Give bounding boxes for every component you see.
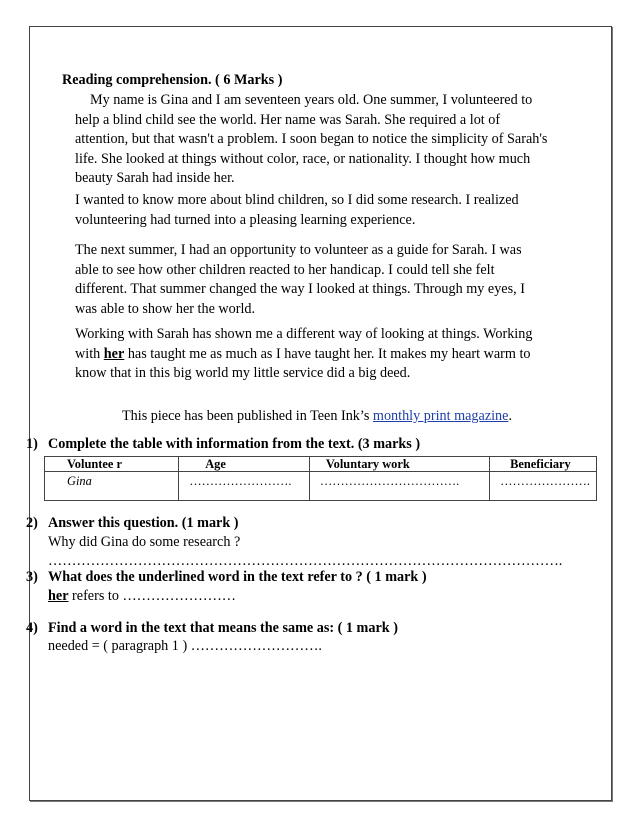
question-number: 3) [26,569,38,585]
table-cell[interactable]: ……………………. [179,472,310,501]
question-number: 4) [26,620,38,636]
question-text: Find a word in the text that means the same as: ( 1 mark ) [48,620,398,636]
question-1 [26,436,420,453]
passage-line: Working with Sarah has shown me a different way of looking at things. Working [75,326,533,342]
question-4-prompt[interactable]: needed = ( paragraph 1 ) ………………………. [48,638,322,654]
question-2 [26,515,239,532]
question-text: Answer this question. (1 mark ) [48,515,239,531]
paragraph-3 [75,241,595,319]
question-number: 2) [26,515,38,531]
table-header-row [45,457,597,472]
text-fragment: with [75,345,104,362]
answer-line[interactable]: ………………………………………………………………………………………………. [48,553,563,569]
passage-line: I wanted to know more about blind children, so I did some research. I realized [75,192,519,208]
column-header: Voluntary work [309,457,489,472]
passage-line: different. That summer changed the way I looked at things. Through my eyes, I [75,281,525,298]
question-4 [26,620,398,637]
passage-line: My name is Gina and I am seventeen years old. One summer, I volunteered to [90,92,533,108]
passage-line: able to see how other children reacted to her handicap. I could tell she felt [75,261,495,278]
paragraph-4 [75,325,595,384]
passage-line: beauty Sarah had inside her. [75,170,235,187]
source-prefix: This piece has been published in Teen Ink’s [122,408,373,424]
magazine-link[interactable]: monthly print magazine [372,408,509,424]
column-header: Beneficiary [490,457,597,472]
table-cell: Gina [45,472,179,501]
table-cell[interactable]: ……………………………. [309,472,489,501]
question-2-prompt: Why did Gina do some research ? [48,534,241,550]
question-number: 1) [26,436,38,452]
answer-line: refers to …………………… [68,588,236,604]
column-header: Voluntee r [45,457,179,472]
passage-line: volunteering had turned into a pleasing learning experience. [75,211,416,228]
text-fragment: has taught me as much as I have taught her. It makes my heart warm to [124,345,531,362]
question-text: Complete the table with information from the text. (3 marks ) [48,436,421,452]
passage-line: help a blind child see the world. Her name was Sarah. She required a lot of [75,111,501,128]
section-heading: Reading comprehension. ( 6 Marks ) [62,72,283,88]
column-header: Age [179,457,310,472]
passage-line: was able to show her the world. [75,300,256,317]
question-text: What does the underlined word in the text refer to ? ( 1 mark ) [48,569,427,585]
passage-line: The next summer, I had an opportunity to volunteer as a guide for Sarah. I was [75,242,522,258]
underlined-word: her [103,345,125,362]
answer-table [44,456,597,501]
passage-line: attention, but that wasn't a problem. I soon began to notice the simplicity of Sarah's [75,131,548,148]
paragraph-1 [75,91,595,189]
table-row [45,472,597,501]
passage-line: know that in this big world my little service did a big deed. [75,365,411,382]
question-3 [26,569,427,586]
passage-line [75,345,595,365]
paragraph-2 [75,191,595,230]
passage-line: life. She looked at things without color, race, or nationality. I thought how much [75,150,531,167]
source-suffix: . [508,408,512,424]
table-cell[interactable]: …………………. [490,472,597,501]
referent-word: her [48,588,69,604]
source-note [122,408,512,425]
question-3-answer[interactable] [48,588,236,605]
